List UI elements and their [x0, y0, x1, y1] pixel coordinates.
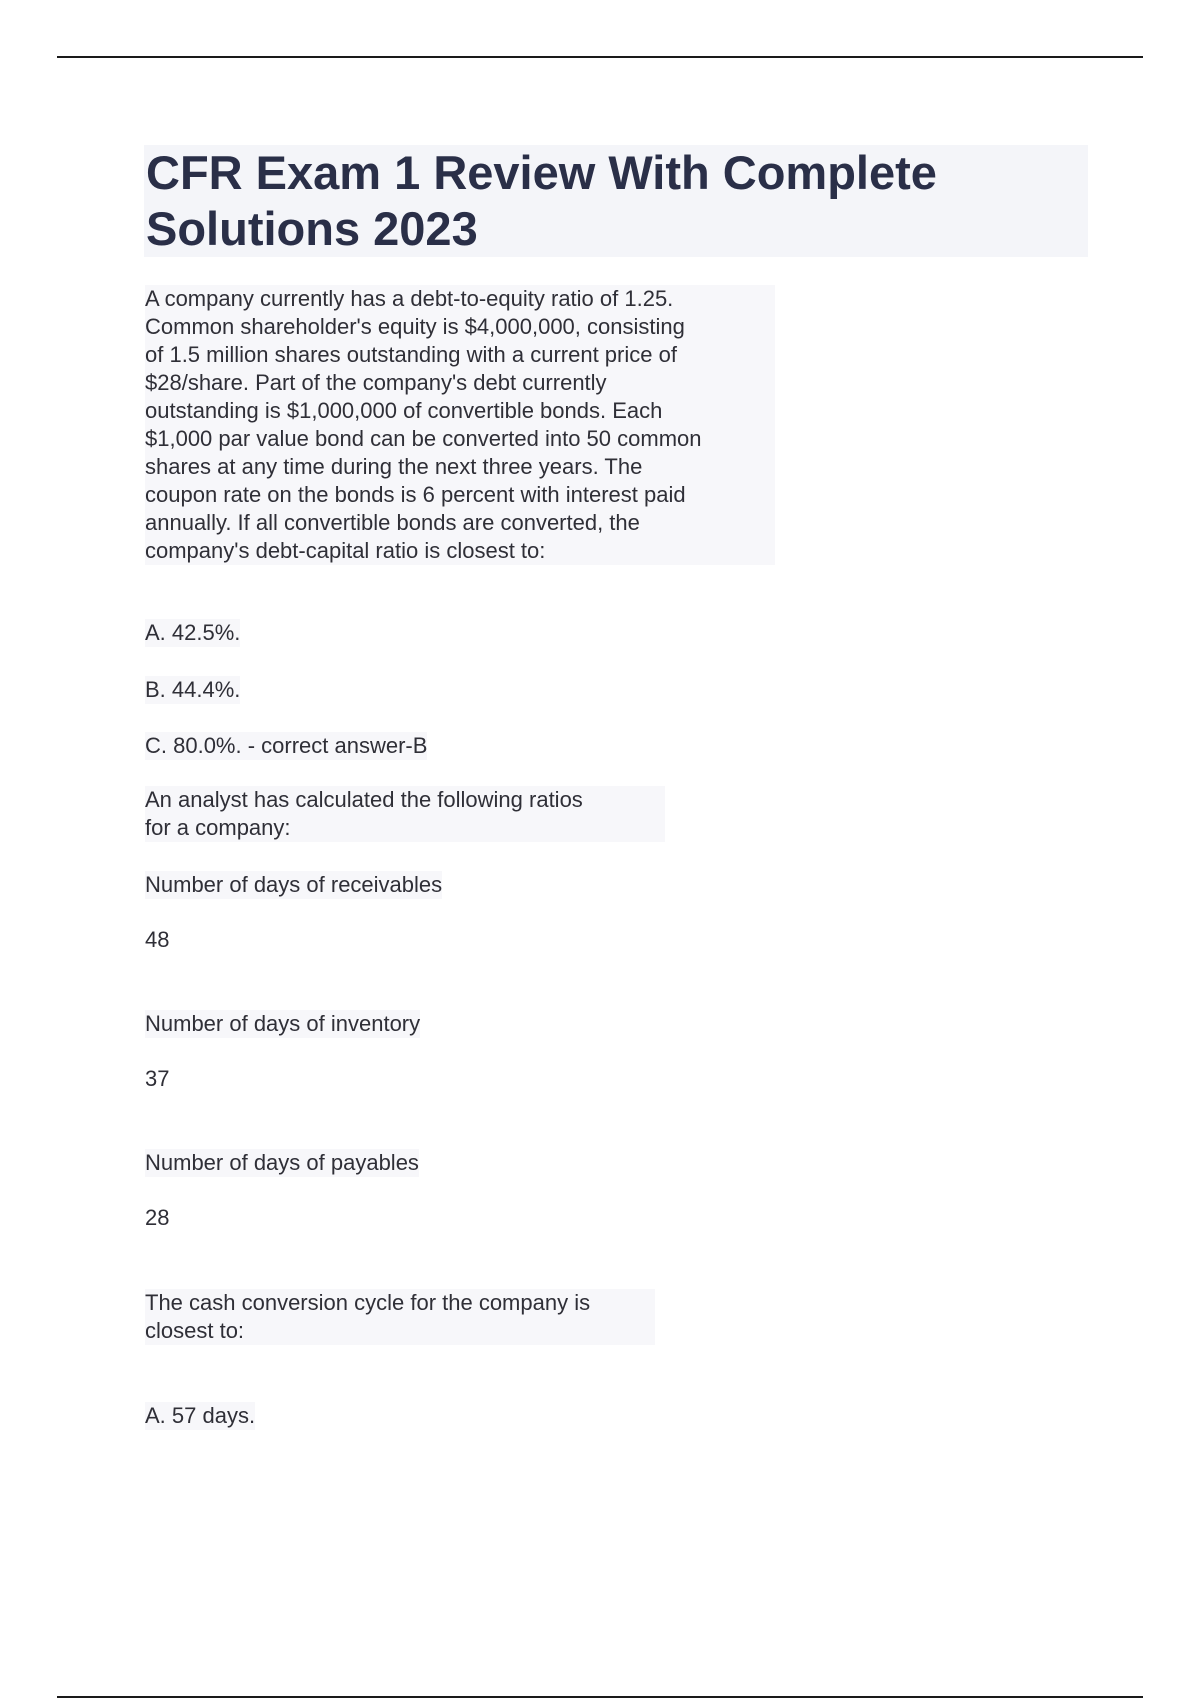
ratio-label-receivables: Number of days of receivables [145, 872, 443, 897]
top-rule [57, 56, 1143, 58]
question-1-text: A company currently has a debt-to-equity ratio of 1.25. Common shareholder's equity is $4,000,000, consisting of 1.5 million shares outstanding with a current price of $28/share. Part of the company's debt currently outstanding is $1,000,000 of convertible bonds. Each $1,000 par value bond can be converted into 50 common shares at any time during the next three years. The coupon rate on the bonds is 6 percent with interest paid annually. If all convertible bonds are converted, the company's debt-capital ratio is closest to: [145, 285, 775, 565]
title-block [144, 145, 1088, 257]
ratio-label-payables: Number of days of payables [145, 1150, 419, 1175]
bottom-rule [57, 1696, 1143, 1698]
ratio-label-inventory: Number of days of inventory [145, 1011, 421, 1036]
question-1-option-c-answer: C. 80.0%. - correct answer-B [145, 733, 428, 758]
question-2-intro: An analyst has calculated the following ratios for a company: [145, 786, 665, 842]
ratio-value-receivables: 48 [145, 927, 170, 952]
ratio-value-payables: 28 [145, 1205, 170, 1230]
question-1-option-b: B. 44.4%. [145, 677, 241, 702]
ratio-value-inventory: 37 [145, 1066, 170, 1091]
question-1-option-a: A. 42.5%. [145, 620, 241, 645]
document-title: CFR Exam 1 Review With Complete Solutions 2023 [146, 146, 937, 255]
question-2-prompt: The cash conversion cycle for the company is closest to: [145, 1289, 655, 1345]
question-2-option-a: A. 57 days. [145, 1403, 256, 1428]
